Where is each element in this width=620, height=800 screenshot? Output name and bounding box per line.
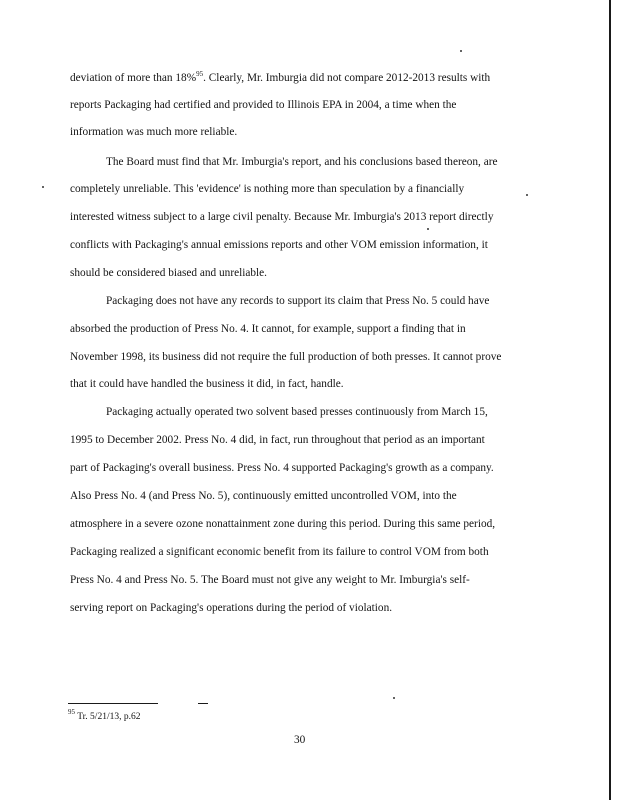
footnote-text: Tr. 5/21/13, p.62	[75, 712, 141, 722]
text-line: reports Packaging had certified and provided to Illinois EPA in 2004, a time when the	[70, 99, 457, 111]
footnote-ref: 95	[196, 70, 204, 78]
text-line: Packaging realized a significant economic benefit from its failure to control VOM from both	[70, 546, 489, 558]
footnote-number: 95	[68, 708, 75, 716]
text-line: conflicts with Packaging's annual emissions reports and other VOM emission information, it	[70, 239, 488, 251]
scan-speck	[526, 194, 528, 196]
text-line: part of Packaging's overall business. Press No. 4 supported Packaging's growth as a company.	[70, 462, 494, 474]
text-line: Packaging does not have any records to support its claim that Press No. 5 could have	[106, 295, 490, 307]
text-line: atmosphere in a severe ozone nonattainment zone during this period. During this same period,	[70, 518, 496, 530]
scan-mark	[198, 703, 208, 704]
footnote-divider	[68, 703, 158, 704]
page-number: 30	[294, 734, 306, 746]
text-line: The Board must find that Mr. Imburgia's report, and his conclusions based thereon, are	[106, 156, 498, 168]
scan-speck	[393, 697, 395, 699]
text-line: interested witness subject to a large civil penalty. Because Mr. Imburgia's 2013 report directly	[70, 211, 494, 223]
scan-speck	[460, 50, 462, 52]
text-line: November 1998, its business did not require the full production of both presses. It cannot prove	[70, 351, 502, 363]
footnote	[68, 708, 141, 723]
text-line: deviation of more than 18%$^{95}$. Clearly, Mr. Imburgia did not compare 2012-2013 results with	[70, 70, 491, 84]
scan-speck	[42, 186, 44, 188]
text-line: Packaging actually operated two solvent based presses continuously from March 15,	[106, 406, 488, 418]
text-line: completely unreliable. This 'evidence' is nothing more than speculation by a financially	[70, 183, 465, 195]
text-line: should be considered biased and unreliable.	[70, 267, 268, 279]
text-line: Also Press No. 4 (and Press No. 5), continuously emitted uncontrolled VOM, into the	[70, 490, 457, 502]
text-line: serving report on Packaging's operations during the period of violation.	[70, 602, 393, 614]
text-line: information was much more reliable.	[70, 126, 238, 138]
text-line: 1995 to December 2002. Press No. 4 did, in fact, run throughout that period as an important	[70, 434, 485, 446]
scan-speck	[427, 228, 429, 230]
text-line: absorbed the production of Press No. 4. It cannot, for example, support a finding that in	[70, 323, 466, 335]
text-line: Press No. 4 and Press No. 5. The Board must not give any weight to Mr. Imburgia's self-	[70, 574, 470, 586]
text-line: that it could have handled the business it did, in fact, handle.	[70, 378, 344, 390]
scan-edge-line	[609, 0, 611, 800]
